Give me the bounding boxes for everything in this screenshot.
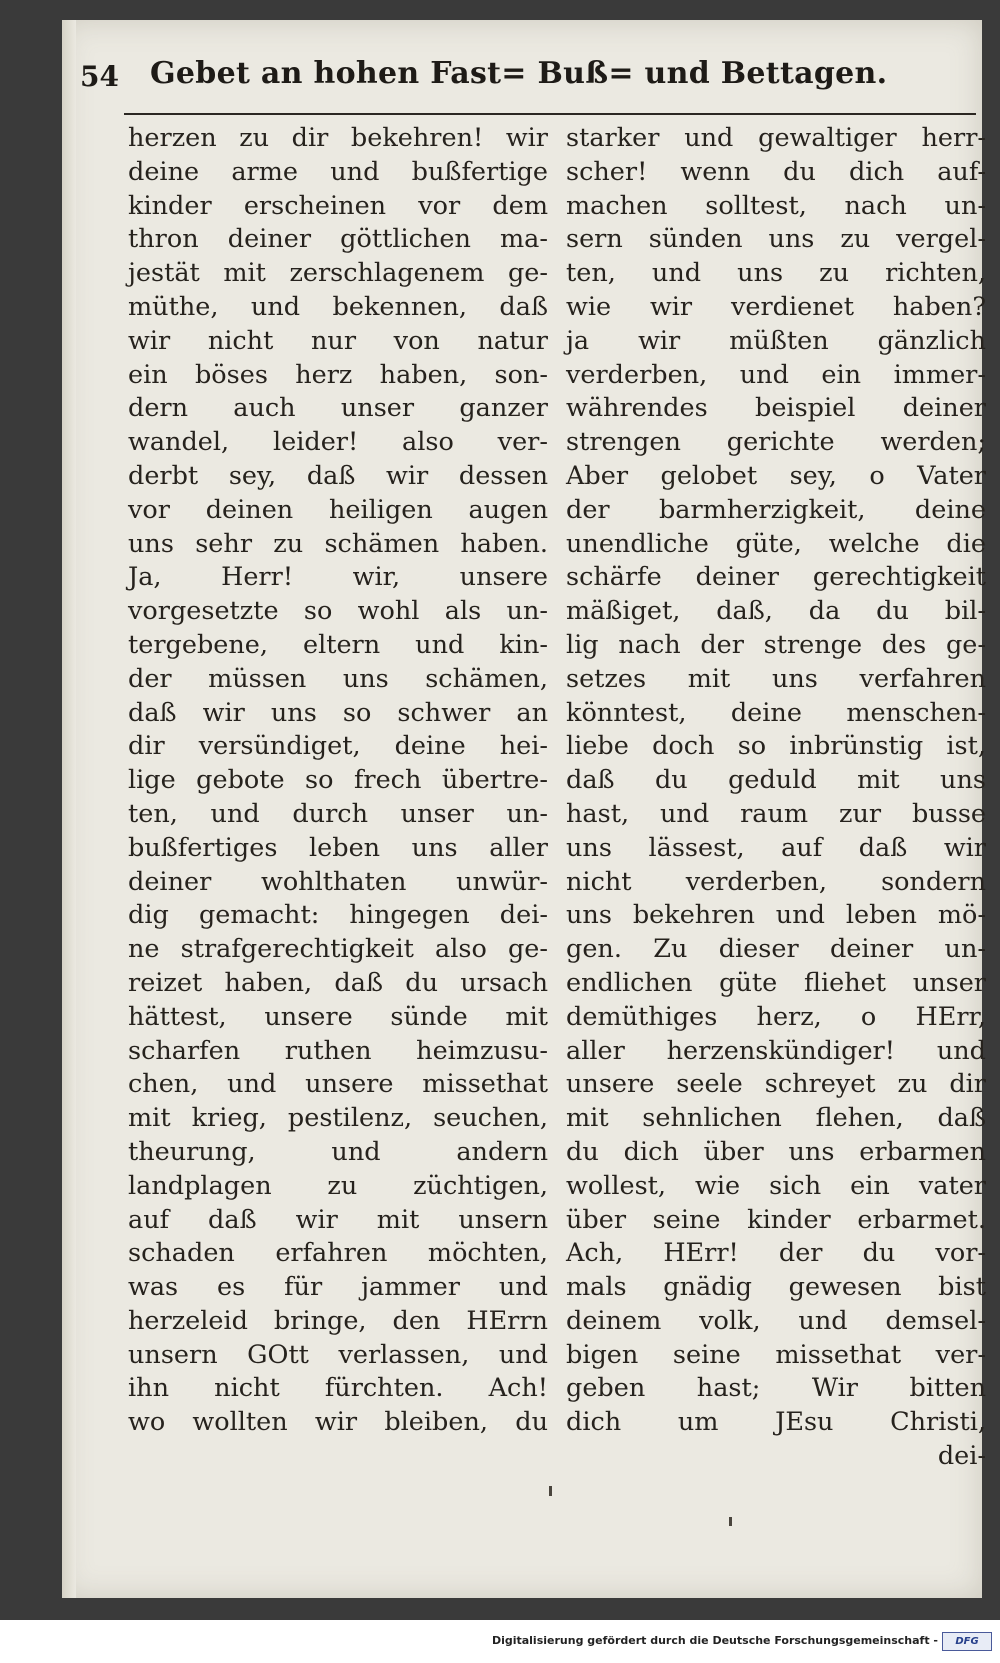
text-line: ten, und durch unser un- <box>128 798 548 829</box>
text-line: wandel, leider! also ver- <box>128 427 548 458</box>
dfg-logo: DFG <box>942 1632 992 1651</box>
text-line: setzes mit uns verfahren <box>566 663 986 694</box>
text-line: hättest, unsere sünde mit <box>128 1001 548 1032</box>
text-line: nicht verderben, sondern <box>566 866 986 897</box>
text-line: mals gnädig gewesen bist <box>566 1272 986 1303</box>
text-line: dig gemacht: hingegen dei- <box>128 900 548 931</box>
text-line: uns sehr zu schämen haben. <box>128 528 548 559</box>
text-line: unsern GOtt verlassen, und <box>128 1339 548 1370</box>
text-line: aller herzenskündiger! und <box>566 1035 986 1066</box>
text-line: Aber gelobet sey, o Vater <box>566 460 986 491</box>
text-line: daß wir uns so schwer an <box>128 697 548 728</box>
text-line: Ja, Herr! wir, unsere <box>128 562 548 593</box>
text-line: mit krieg, pestilenz, seuchen, <box>128 1103 548 1134</box>
text-line: ne strafgerechtigkeit also ge- <box>128 934 548 965</box>
text-line: auf daß wir mit unsern <box>128 1204 548 1235</box>
text-line: lig nach der strenge des ge- <box>566 629 986 660</box>
text-line: der barmherzigkeit, deine <box>566 494 986 525</box>
text-line: theurung, und andern <box>128 1136 548 1167</box>
text-line: kinder erscheinen vor dem <box>128 190 548 221</box>
running-title: Gebet an hohen Fast= Buß= und Bettagen. <box>150 56 888 91</box>
text-line: deiner wohlthaten unwür- <box>128 866 548 897</box>
text-line: jestät mit zerschlagenem ge- <box>128 258 548 289</box>
text-line: landplagen zu züchtigen, <box>128 1170 548 1201</box>
text-line: tergebene, eltern und kin- <box>128 629 548 660</box>
text-line: gen. Zu dieser deiner un- <box>566 934 986 965</box>
text-line: wollest, wie sich ein vater <box>566 1170 986 1201</box>
text-line: hast, und raum zur busse <box>566 798 986 829</box>
header-rule <box>124 113 976 115</box>
ink-mark <box>549 1486 552 1496</box>
footer-bar <box>0 1620 1000 1663</box>
text-line: schärfe deiner gerechtigkeit <box>566 562 986 593</box>
text-line: ja wir müßten gänzlich <box>566 325 986 356</box>
text-line: unendliche güte, welche die <box>566 528 986 559</box>
text-line: lige gebote so frech übertre- <box>128 765 548 796</box>
ink-mark <box>729 1517 732 1526</box>
page-gutter-edge <box>62 20 76 1598</box>
text-line: mäßiget, daß, da du bil- <box>566 596 986 627</box>
text-line: wie wir verdienet haben? <box>566 291 986 322</box>
text-line: verderben, und ein immer- <box>566 359 986 390</box>
text-line: chen, und unsere missethat <box>128 1069 548 1100</box>
left-text-column <box>128 122 548 1440</box>
text-line: was es für jammer und <box>128 1272 548 1303</box>
text-line: strengen gerichte werden; <box>566 427 986 458</box>
text-line: ten, und uns zu richten, <box>566 258 986 289</box>
text-line: wir nicht nur von natur <box>128 325 548 356</box>
text-line: scher! wenn du dich auf- <box>566 156 986 187</box>
text-line: über seine kinder erbarmet. <box>566 1204 986 1235</box>
right-text-column <box>566 122 986 1474</box>
text-line: machen solltest, nach un- <box>566 190 986 221</box>
page-number: 54 <box>80 60 119 93</box>
text-line: dir versündiget, deine hei- <box>128 731 548 762</box>
text-line: sern sünden uns zu vergel- <box>566 224 986 255</box>
text-line: unsere seele schreyet zu dir <box>566 1069 986 1100</box>
text-line: bigen seine missethat ver- <box>566 1339 986 1370</box>
text-line: reizet haben, daß du ursach <box>128 967 548 998</box>
text-line: geben hast; Wir bitten <box>566 1373 986 1404</box>
text-line: herzen zu dir bekehren! wir <box>128 123 548 153</box>
text-line: thron deiner göttlichen ma- <box>128 224 548 255</box>
text-line: ihn nicht fürchten. Ach! <box>128 1373 548 1404</box>
text-line: uns lässest, auf daß wir <box>566 832 986 863</box>
page-header <box>80 56 975 106</box>
text-line: Ach, HErr! der du vor- <box>566 1238 986 1269</box>
text-line: daß du geduld mit uns <box>566 765 986 796</box>
text-line: vorgesetzte so wohl als un- <box>128 596 548 627</box>
text-line: dern auch unser ganzer <box>128 393 548 424</box>
text-line: wo wollten wir bleiben, du <box>128 1407 548 1438</box>
text-line: demüthiges herz, o HErr, <box>566 1001 986 1032</box>
text-line: deine arme und bußfertige <box>128 156 548 187</box>
text-line: endlichen güte fliehet unser <box>566 967 986 998</box>
text-line: vor deinen heiligen augen <box>128 494 548 525</box>
text-line: währendes beispiel deiner <box>566 393 986 424</box>
text-line: dich um JEsu Christi, <box>566 1407 986 1438</box>
text-line: dei- <box>937 1441 986 1472</box>
text-line: derbt sey, daß wir dessen <box>128 460 548 491</box>
text-line: müthe, und bekennen, daß <box>128 291 548 322</box>
text-line: starker und gewaltiger herr- <box>566 123 986 153</box>
text-line: der müssen uns schämen, <box>128 663 548 694</box>
text-line: uns bekehren und leben mö- <box>566 900 986 931</box>
text-line: ein böses herz haben, son- <box>128 359 548 390</box>
text-line: scharfen ruthen heimzusu- <box>128 1035 548 1066</box>
text-line: bußfertiges leben uns aller <box>128 832 548 863</box>
text-line: du dich über uns erbarmen <box>566 1136 986 1167</box>
funding-notice: Digitalisierung gefördert durch die Deutsche Forschungsgemeinschaft - <box>491 1634 938 1647</box>
text-line: herzeleid bringe, den HErrn <box>128 1305 548 1336</box>
text-line: liebe doch so inbrünstig ist, <box>566 731 986 762</box>
text-line: mit sehnlichen flehen, daß <box>566 1103 986 1134</box>
text-line: könntest, deine menschen- <box>566 697 986 728</box>
text-line: deinem volk, und demsel- <box>566 1305 986 1336</box>
text-line: schaden erfahren möchten, <box>128 1238 548 1269</box>
